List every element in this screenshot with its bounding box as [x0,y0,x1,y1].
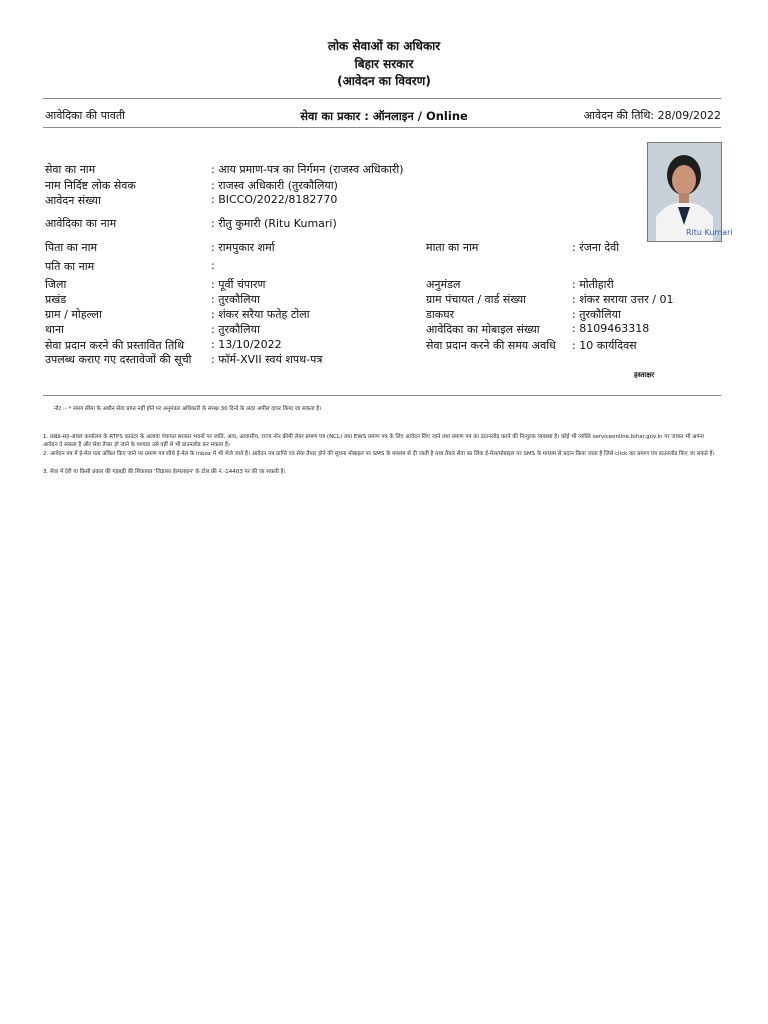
applicant-name-label: आवेदिका का नाम [45,217,117,230]
application-number-label: आवेदन संख्या [45,194,101,207]
police-station-label: थाना [45,323,64,336]
top-divider [43,98,721,99]
header-government: बिहार सरकार [354,57,414,71]
service-name-label: सेवा का नाम [45,163,96,176]
applicant-photo [647,142,733,242]
village-label: ग्राम / मोहल्ला [45,308,102,321]
mobile-value: : 8109463318 [572,322,650,335]
footnote-3: 3. सेवा में देरी या किसी प्रकार की गड़बड़ी की शिकायत 'जिज्ञासा हेल्पलाइन' के टोल फ्री नं.-14403 पर की जा सकती है। [43,469,286,475]
header-subtitle: (आवेदन का विवरण) [337,74,431,88]
signature-label: हस्ताक्षर [634,371,655,379]
post-office-label: डाकघर [426,308,455,321]
block-label: प्रखंड [45,293,67,306]
footnote-1: 1. प्रखंड-सह-अंचल कार्यालय के RTPS काउंटर के अलावा पंचायत सरकार भवनों पर जाति, आय, आवासीय, राज्य नॉन क्रीमी लेयर प्रमाण पत्र (NCL) तथा EWS प्रमाण पत्र के लिए आवेदन लिए जाने तथा प्रमाण पत्र का डाउनलोड करने की निःशुल्क व्यवस्था है। कोई भी व्यक्ति serviceonline.bihar.gov.in पर जाकर भी अपना आवेदन दे सकता है और सेवा तैयार हो जाने के पश्चात उसे वहीं से भी डाउनलोड कर सकता है। [43,434,704,448]
district-label: जिला [45,278,67,291]
husband-name-value: : [211,259,215,272]
mobile-label: आवेदिका का मोबाइल संख्या [426,323,540,336]
post-office-value: : तुरकौलिया [572,308,621,321]
footnote-2: 2. आवेदन पत्र में ई-मेल पता अंकित किए जाने पर प्रमाण पत्र सीधे ई-मेल के Inbox में भी भेजे जाते हैं। आवेदन पत्र प्राप्ति एवं सेवा तैयार होने की सूचना मोबाइल पर SMS के माध्यम से दी जाती है तथा तैयार सेवा का लिंक ई-मेल/मोबाइल पर SMS के माध्यम से प्रदान किया जाता है जिसे click कर प्रमाण पत्र डाउनलोड किए जा सकते हैं। [43,451,715,457]
acknowledgement-label: आवेदिका की पावती [45,109,125,122]
subdivision-label: अनुमंडल [426,278,461,291]
service-name-value: : आय प्रमाण-पत्र का निर्गमन (राजस्व अधिकारी) [211,163,404,176]
application-number-value: : BICCO/2022/8182770 [211,193,338,206]
applicant-photo-image [648,143,733,241]
documents-value: : फॉर्म-XVII स्वयं शपथ-पत्र [211,353,323,366]
documents-label: उपलब्ध कराए गए दस्तावेजों की सूची [45,353,192,366]
public-servant-label: नाम निर्दिष्ट लोक सेवक [45,179,136,192]
village-value: : शंकर सरैया फतेह टोला [211,308,310,321]
father-name-value: : रामपुकार शर्मा [211,241,275,254]
husband-name-label: पति का नाम [45,260,95,273]
signature-divider [43,395,721,396]
proposed-date-label: सेवा प्रदान करने की प्रस्तावित तिथि [45,339,185,352]
district-value: : पूर्वी चंपारण [211,278,266,291]
father-name-label: पिता का नाम [45,241,98,254]
application-date: आवेदन की तिथि: 28/09/2022 [583,109,721,122]
proposed-date-value: : 13/10/2022 [211,338,282,351]
photo-caption: Ritu Kumari [686,228,733,237]
service-type: सेवा का प्रकार : ऑनलाइन / Online [300,109,468,123]
service-period-label: सेवा प्रदान करने की समय अवधि [426,339,556,352]
header-title: लोक सेवाओं का अधिकार [327,39,441,53]
applicant-name-value: : रीतु कुमारी (Ritu Kumari) [211,217,337,230]
panchayat-label: ग्राम पंचायत / वार्ड संख्या [426,293,527,306]
panchayat-value: : शंकर सराया उत्तर / 01 [572,293,674,306]
public-servant-value: : राजस्व अधिकारी (तुरकौलिया) [211,179,338,192]
mother-name-value: : रंजना देवी [572,241,620,254]
topbar-divider [43,127,721,128]
appeal-note: नोट :- * समय सीमा के अधीन सेवा प्राप्त नहीं होने पर अनुमंडल अधिकारी के समक्ष 30 दिनों के अंदर अपील दायर किया जा सकता है। [54,406,322,412]
police-station-value: : तुरकौलिया [211,323,260,336]
block-value: : तुरकौलिया [211,293,260,306]
mother-name-label: माता का नाम [426,241,479,254]
service-period-value: : 10 कार्यदिवस [572,339,637,352]
subdivision-value: : मोतीहारी [572,278,614,291]
